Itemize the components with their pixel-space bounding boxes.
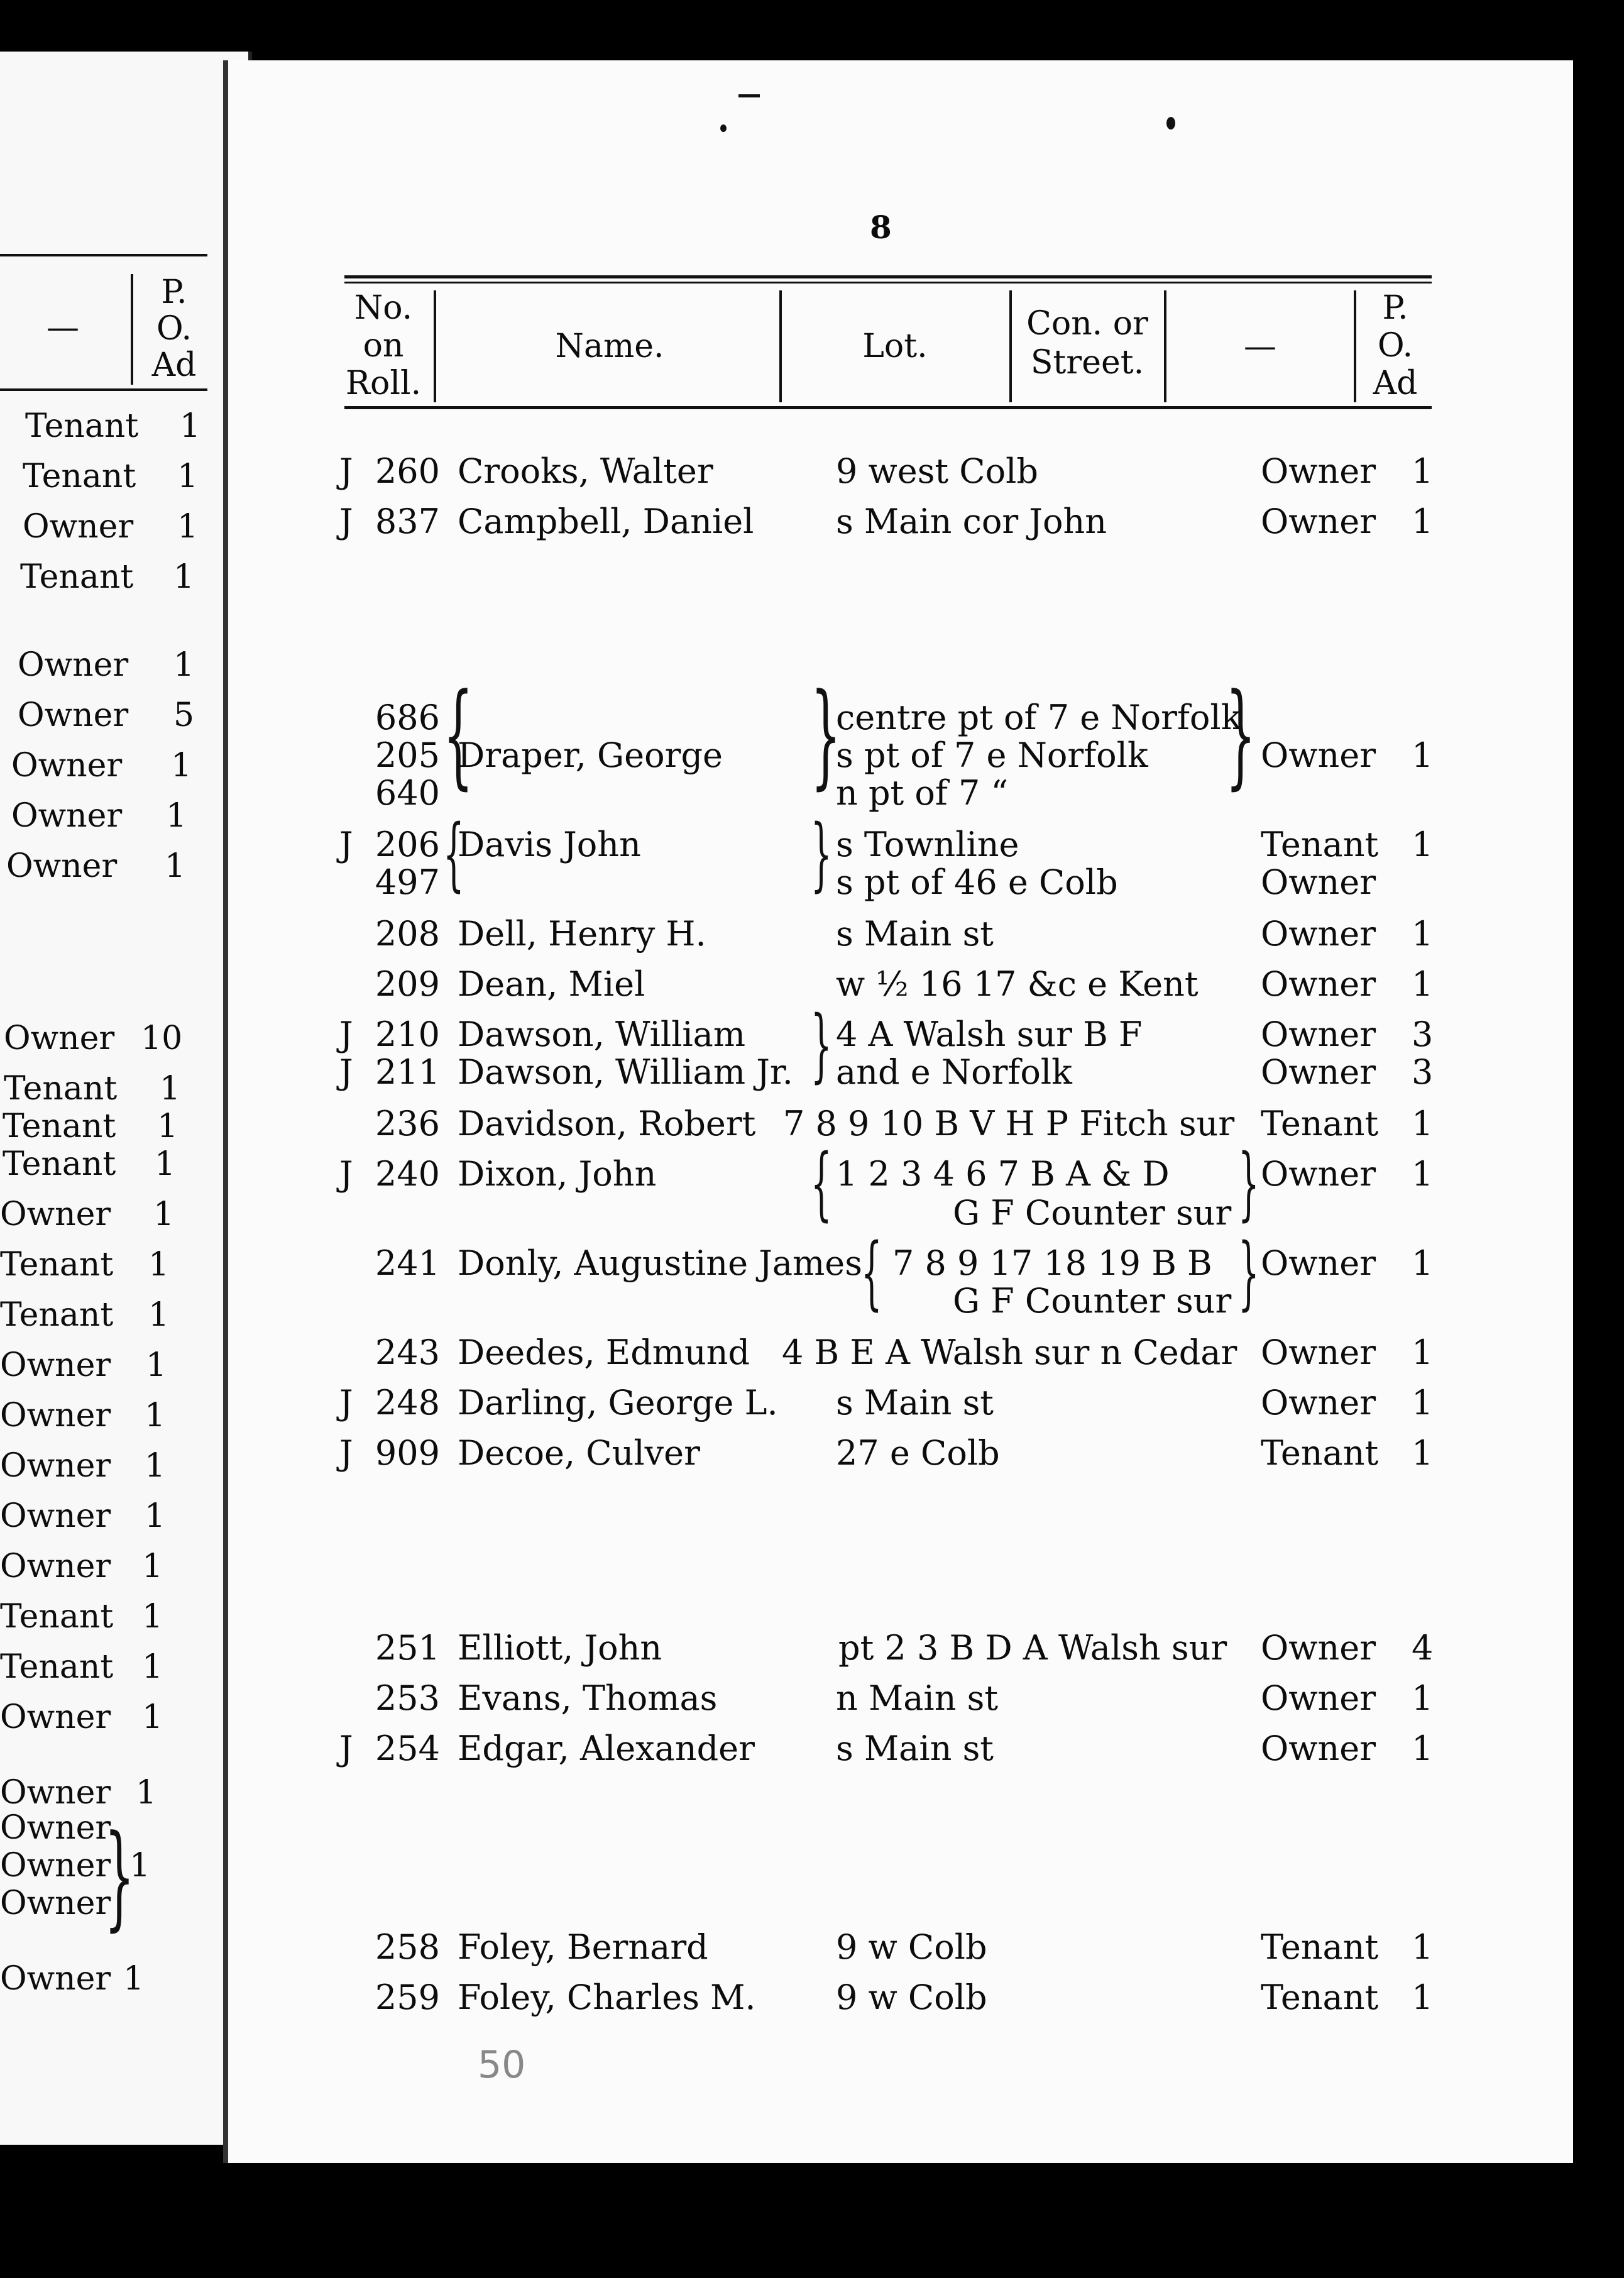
left-header-status: — (47, 309, 79, 346)
previous-po-ad-cell: 1 (142, 1548, 163, 1585)
header-con-or-street-line: Street. (1030, 344, 1144, 382)
table-row (0, 1434, 1446, 1472)
table-row (0, 1979, 1446, 2017)
table-row (0, 1105, 1446, 1143)
previous-status-cell: Owner (4, 1020, 115, 1057)
status-cell: Owner (1261, 1243, 1376, 1283)
previous-status-cell: Owner (6, 847, 118, 885)
lot-cell: 7 8 9 17 18 19 B B (892, 1243, 1212, 1283)
header-no-on-roll (339, 289, 427, 402)
previous-po-ad-cell: 10 (141, 1020, 183, 1057)
previous-po-ad-cell: 1 (177, 508, 199, 546)
previous-page-row (0, 558, 214, 596)
ink-speck (1166, 117, 1175, 129)
roll-number: 209 (375, 964, 440, 1004)
previous-status-cell: Owner (0, 1847, 111, 1885)
previous-po-ad-cell: 1 (173, 646, 195, 684)
header-po-ad-line: Ad (1373, 365, 1418, 402)
roll-number: 241 (375, 1243, 440, 1283)
lot-cell: 7 8 9 10 B V H P Fitch sur (783, 1104, 1235, 1143)
table-row (0, 1155, 1446, 1193)
jury-mark: J (339, 1015, 353, 1054)
previous-po-ad-cell: 1 (148, 1246, 170, 1284)
jury-mark: J (339, 1383, 353, 1422)
po-ad-cell: 4 (1412, 1628, 1434, 1668)
previous-status-cell: Tenant (0, 1598, 114, 1636)
po-ad-cell: 1 (1412, 1978, 1434, 2017)
jury-mark: J (339, 1729, 353, 1768)
table-row (0, 966, 1446, 1003)
lot-cell: 9 w Colb (836, 1978, 987, 2017)
table-row (0, 1334, 1446, 1372)
lot-cell: 27 e Colb (836, 1433, 1000, 1473)
name-cell: Elliott, John (458, 1628, 662, 1668)
roll-number: 210 (375, 1015, 440, 1054)
left-header-top-rule (0, 254, 207, 256)
name-cell: Davis John (458, 825, 641, 864)
header-column-divider (1164, 290, 1166, 402)
roll-number: 205 (375, 735, 440, 775)
previous-status-cell: Tenant (4, 1070, 118, 1108)
ink-dash (738, 94, 760, 97)
previous-po-ad-cell: 1 (136, 1774, 157, 1812)
po-ad-cell: 1 (1412, 825, 1434, 864)
previous-po-ad-cell: 1 (145, 1397, 166, 1434)
lot-group-brace: } (811, 999, 832, 1091)
roll-number: 208 (375, 914, 440, 954)
previous-status-cell: Owner (0, 1196, 111, 1233)
previous-status-cell: Owner (11, 797, 123, 835)
lot-cell: w ½ 16 17 &c e Kent (836, 964, 1199, 1004)
table-row (0, 915, 1446, 953)
status-cell: Tenant (1261, 1433, 1379, 1473)
status-cell: Owner (1261, 862, 1376, 902)
previous-po-ad-cell: 1 (166, 797, 187, 835)
po-ad-cell: 1 (1412, 451, 1434, 491)
table-row (0, 1929, 1446, 1966)
status-cell: Owner (1261, 964, 1376, 1004)
header-no-on-roll-line: on (363, 327, 404, 365)
name-cell: Dawson, William (458, 1015, 746, 1054)
previous-po-ad-cell: 1 (129, 1847, 151, 1885)
header-column-divider (1354, 290, 1356, 402)
roll-number: 251 (375, 1628, 440, 1668)
header-po-ad-line: P. (1382, 289, 1408, 327)
roll-number: 254 (375, 1729, 440, 1768)
header-top-rule-2 (344, 282, 1432, 283)
roll-number: 909 (375, 1433, 440, 1473)
lot-group-brace: { (811, 1137, 832, 1230)
previous-status-cell: Owner (0, 1447, 111, 1485)
po-ad-cell: 3 (1412, 1015, 1434, 1054)
previous-po-ad-cell: 1 (153, 1196, 175, 1233)
roll-number: 236 (375, 1104, 440, 1143)
header-no-on-roll-line: No. (354, 289, 413, 327)
left-header-divider (131, 274, 133, 385)
jury-mark: J (339, 1433, 353, 1473)
status-cell: Owner (1261, 1052, 1376, 1092)
po-ad-cell: 1 (1412, 914, 1434, 954)
previous-group-brace: } (104, 1811, 135, 1942)
name-cell: Donly, Augustine James (458, 1243, 862, 1283)
left-header-po-ad-line: O. (156, 310, 192, 348)
previous-status-cell: Owner (0, 1497, 111, 1535)
name-cell: Dixon, John (458, 1154, 657, 1194)
po-ad-cell: 1 (1412, 1333, 1434, 1372)
lot-cell: 4 A Walsh sur B F (836, 1015, 1143, 1054)
previous-po-ad-cell: 1 (155, 1145, 176, 1183)
table-row (0, 1680, 1446, 1717)
roll-group-brace: { (443, 808, 464, 900)
lot-group-brace: } (1238, 1137, 1259, 1230)
previous-po-ad-cell: 1 (160, 1070, 181, 1108)
previous-status-cell: Tenant (25, 407, 139, 445)
roll-number: 206 (375, 825, 440, 864)
roll-number: 640 (375, 773, 440, 813)
previous-status-cell: Owner (0, 1885, 111, 1922)
lot-cell: pt 2 3 B D A Walsh sur (838, 1628, 1227, 1668)
previous-status-cell: Owner (0, 1960, 111, 1998)
roll-number: 686 (375, 698, 440, 737)
header-name: Name. (555, 327, 664, 365)
ink-speck (720, 124, 727, 132)
header-lot: Lot. (862, 327, 928, 365)
header-po-ad-line: O. (1377, 327, 1413, 365)
status-cell: Owner (1261, 1333, 1376, 1372)
po-ad-cell: 1 (1412, 1729, 1434, 1768)
name-cell: Davidson, Robert (458, 1104, 756, 1143)
roll-number: 253 (375, 1678, 440, 1718)
previous-status-cell: Tenant (3, 1145, 116, 1183)
previous-page-row (0, 646, 214, 684)
previous-page-row (0, 407, 214, 445)
status-cell: Owner (1261, 1678, 1376, 1718)
roll-number: 259 (375, 1978, 440, 2017)
previous-status-cell: Owner (0, 1698, 111, 1736)
table-row (0, 1245, 1446, 1282)
previous-po-ad-cell: 5 (173, 696, 195, 734)
header-po-ad (1358, 289, 1433, 402)
status-cell: Tenant (1261, 1978, 1379, 2017)
jury-mark: J (339, 451, 353, 491)
roll-number: 211 (375, 1052, 440, 1092)
roll-number: 258 (375, 1927, 440, 1967)
name-cell: Crooks, Walter (458, 451, 713, 491)
previous-po-ad-cell: 1 (142, 1698, 163, 1736)
table-row (0, 1629, 1446, 1667)
previous-po-ad-cell: 1 (142, 1598, 163, 1636)
lot-cell: s pt of 7 e Norfolk (836, 735, 1148, 775)
status-cell: Owner (1261, 1015, 1376, 1054)
lot-group-brace: } (1238, 1226, 1259, 1319)
lot-cell: centre pt of 7 e Norfolk (836, 698, 1242, 737)
lot-group-brace: } (811, 669, 842, 801)
previous-page-row (0, 1774, 214, 1812)
previous-po-ad-cell: 1 (173, 558, 195, 596)
po-ad-cell: 3 (1412, 1052, 1434, 1092)
status-cell: Owner (1261, 1383, 1376, 1422)
previous-page-row (0, 1548, 214, 1585)
lot-cell: G F Counter sur (953, 1193, 1232, 1233)
table-row (0, 503, 1446, 541)
previous-po-ad-cell: 1 (177, 458, 199, 495)
header-con-or-street (1012, 304, 1163, 382)
status-cell: Tenant (1261, 1927, 1379, 1967)
previous-po-ad-cell: 1 (145, 1497, 166, 1535)
table-row (0, 1194, 1446, 1232)
name-cell: Dawson, William Jr. (458, 1052, 793, 1092)
previous-status-cell: Owner (0, 1397, 111, 1434)
header-con-or-street-line: Con. or (1026, 305, 1148, 343)
previous-status-cell: Owner (0, 1809, 111, 1847)
status-cell: Tenant (1261, 1104, 1379, 1143)
name-cell: Evans, Thomas (458, 1678, 718, 1718)
name-cell: Foley, Bernard (458, 1927, 708, 1967)
lot-cell: s Main cor John (836, 502, 1107, 541)
previous-status-cell: Tenant (0, 1648, 114, 1686)
header-column-divider (434, 290, 436, 402)
lot-cell: s Townline (836, 825, 1019, 864)
po-ad-cell: 1 (1412, 1383, 1434, 1422)
previous-status-cell: Owner (0, 1774, 111, 1812)
previous-status-cell: Owner (18, 696, 129, 734)
status-cell: Owner (1261, 502, 1376, 541)
table-row (0, 453, 1446, 490)
status-cell: Owner (1261, 914, 1376, 954)
name-cell: Decoe, Culver (458, 1433, 700, 1473)
jury-mark: J (339, 825, 353, 864)
table-row (0, 1016, 1446, 1054)
name-cell: Deedes, Edmund (458, 1333, 750, 1372)
previous-status-cell: Tenant (23, 458, 136, 495)
table-row (0, 1384, 1446, 1422)
lot-cell: s Main st (836, 1383, 994, 1422)
lot-cell: 1 2 3 4 6 7 B A & D (836, 1154, 1170, 1194)
previous-status-cell: Tenant (0, 1296, 114, 1334)
previous-po-ad-cell: 1 (171, 747, 192, 784)
roll-number: 248 (375, 1383, 440, 1422)
roll-group-brace: { (443, 669, 474, 801)
header-status: — (1244, 327, 1276, 365)
previous-status-cell: Owner (0, 1548, 111, 1585)
jury-mark: J (339, 1154, 353, 1194)
po-ad-cell: 1 (1412, 1154, 1434, 1194)
lot-cell: n pt of 7 “ (836, 773, 1009, 813)
po-ad-cell: 1 (1412, 1433, 1434, 1473)
table-row (0, 1282, 1446, 1320)
roll-number: 243 (375, 1333, 440, 1372)
roll-number: 837 (375, 502, 440, 541)
left-header-po-ad (140, 274, 209, 383)
left-header-bottom-rule (0, 388, 207, 391)
previous-po-ad-cell: 1 (148, 1296, 170, 1334)
po-ad-cell: 1 (1412, 964, 1434, 1004)
po-ad-cell: 1 (1412, 1678, 1434, 1718)
lot-cell: s Main st (836, 914, 994, 954)
name-cell: Edgar, Alexander (458, 1729, 755, 1768)
table-row (0, 1054, 1446, 1091)
previous-po-ad-cell: 1 (165, 847, 186, 885)
status-cell: Owner (1261, 1729, 1376, 1768)
previous-page-row (0, 1497, 214, 1535)
previous-po-ad-cell: 1 (157, 1108, 178, 1145)
previous-status-cell: Tenant (3, 1108, 116, 1145)
jury-mark: J (339, 1052, 353, 1092)
header-no-on-roll-line: Roll. (345, 365, 422, 402)
status-cell: Owner (1261, 735, 1376, 775)
po-ad-cell: 1 (1412, 735, 1434, 775)
lot-cell: G F Counter sur (953, 1281, 1232, 1321)
po-ad-cell: 1 (1412, 1104, 1434, 1143)
previous-status-cell: Tenant (0, 1246, 114, 1284)
po-ad-cell: 1 (1412, 1243, 1434, 1283)
roll-number: 260 (375, 451, 440, 491)
lot-group-brace: } (811, 808, 832, 900)
header-bottom-rule (344, 406, 1432, 409)
lot-cell: s Main st (836, 1729, 994, 1768)
previous-status-cell: Owner (23, 508, 134, 546)
lot-cell: 4 B E A Walsh sur n Cedar (782, 1333, 1237, 1372)
po-ad-cell: 1 (1412, 1927, 1434, 1967)
previous-po-ad-cell: 1 (146, 1346, 167, 1384)
header-top-rule (344, 275, 1432, 278)
lot-cell: 9 w Colb (836, 1927, 987, 1967)
status-cell: Owner (1261, 1628, 1376, 1668)
name-cell: Darling, George L. (458, 1383, 778, 1422)
name-cell: Foley, Charles M. (458, 1978, 756, 2017)
status-cell: Tenant (1261, 825, 1379, 864)
previous-status-cell: Owner (0, 1346, 111, 1384)
status-cell: Owner (1261, 1154, 1376, 1194)
name-cell: Dell, Henry H. (458, 914, 706, 954)
page-number: 8 (870, 209, 892, 246)
status-cell: Owner (1261, 451, 1376, 491)
previous-po-ad-cell: 1 (142, 1648, 163, 1686)
previous-po-ad-cell: 1 (180, 407, 201, 445)
left-header-po-ad-line: Ad (151, 346, 197, 384)
pencil-margin-note: 50 (478, 2043, 526, 2087)
previous-status-cell: Tenant (20, 558, 134, 596)
left-header-po-ad-line: P. (161, 273, 187, 311)
previous-status-cell: Owner (18, 646, 129, 684)
jury-mark: J (339, 502, 353, 541)
lot-cell: s pt of 46 e Colb (836, 862, 1118, 902)
name-cell: Draper, George (458, 735, 723, 775)
roll-number: 497 (375, 862, 440, 902)
previous-po-ad-cell: 1 (123, 1960, 145, 1998)
name-cell: Campbell, Daniel (458, 502, 754, 541)
table-row (0, 864, 1446, 901)
name-cell: Dean, Miel (458, 964, 645, 1004)
lot-cell: 9 west Colb (836, 451, 1038, 491)
roll-number: 240 (375, 1154, 440, 1194)
previous-status-cell: Owner (11, 747, 123, 784)
po-ad-cell: 1 (1412, 502, 1434, 541)
table-row (0, 826, 1446, 864)
lot-cell: n Main st (836, 1678, 999, 1718)
lot-cell: and e Norfolk (836, 1052, 1072, 1092)
table-row (0, 1730, 1446, 1768)
previous-po-ad-cell: 1 (145, 1447, 166, 1485)
status-group-brace: } (1226, 669, 1256, 801)
lot-group-brace: { (861, 1226, 882, 1319)
